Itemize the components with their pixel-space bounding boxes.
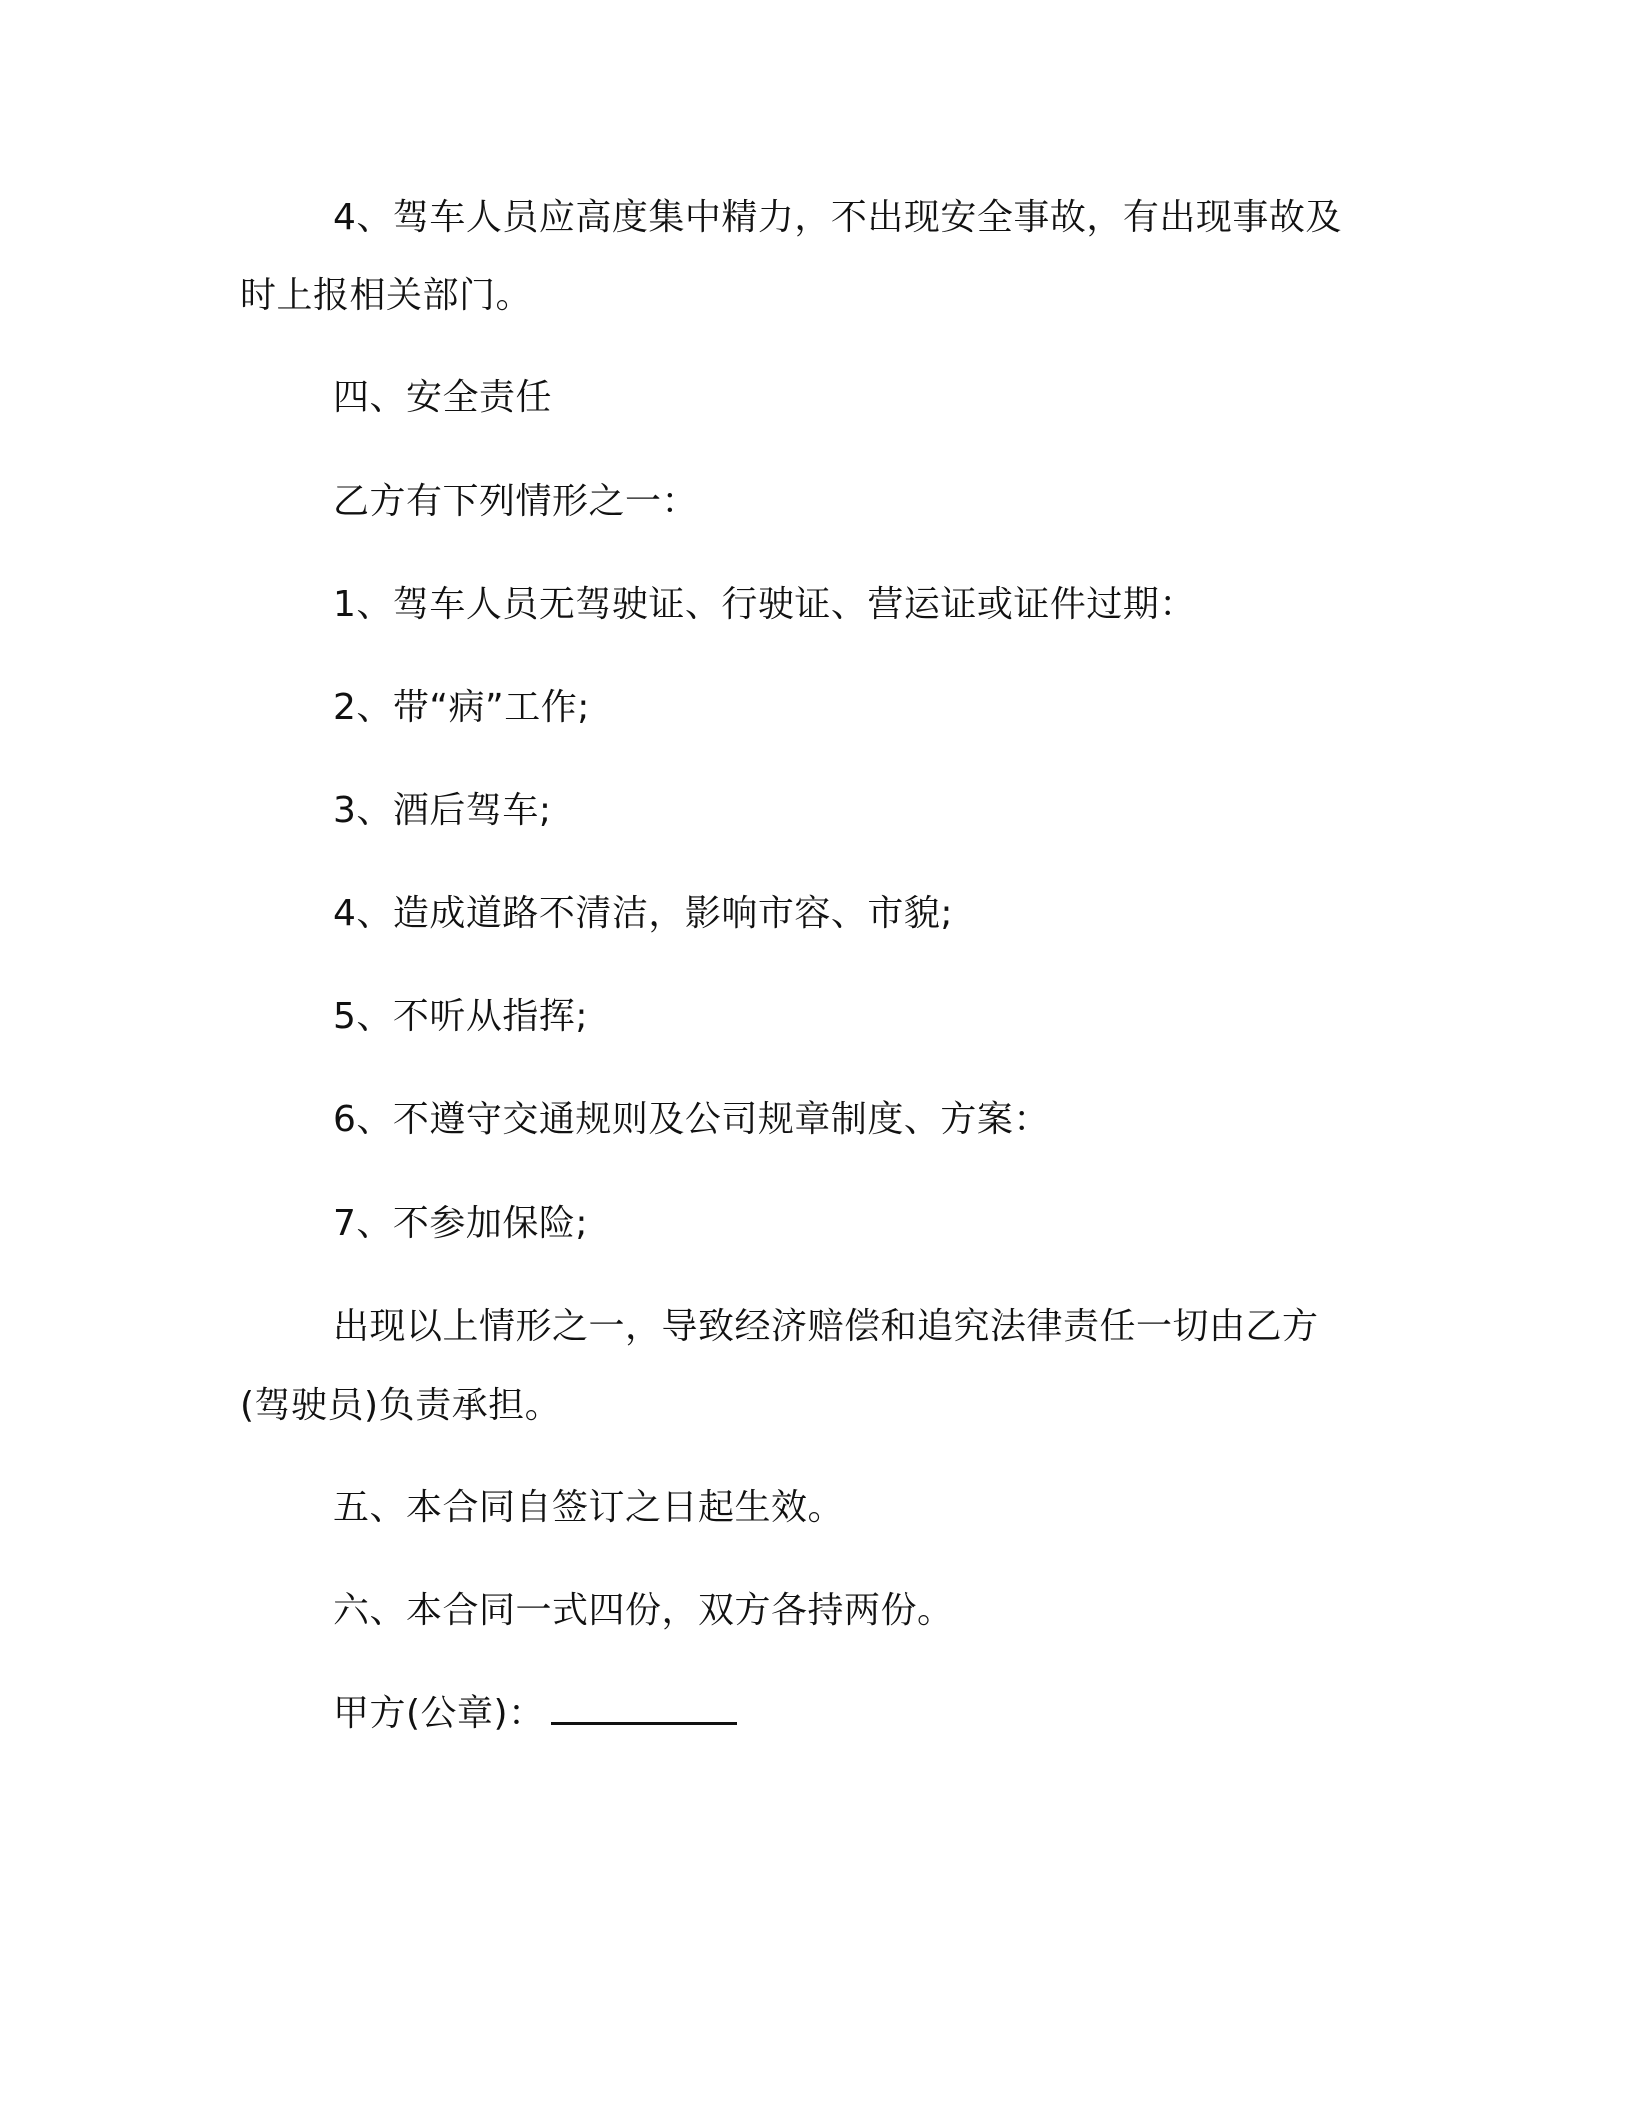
list-item: 3、酒后驾车; [333,790,552,831]
section-heading: 四、安全责任 [333,377,553,418]
signature-line [333,1692,737,1736]
list-item: 1、驾车人员无驾驶证、行驶证、营运证或证件过期： [333,584,1196,625]
section-heading: 五、本合同自签订之日起生效。 [333,1487,845,1528]
list-item: 2、带“病”工作; [333,687,590,728]
list-item: 5、不听从指挥; [333,996,589,1037]
paragraph-line: 乙方有下列情形之一： [333,481,699,522]
signature-label: 甲方(公章)： [333,1693,545,1734]
section-heading: 六、本合同一式四份，双方各持两份。 [333,1590,954,1631]
list-item: 4、造成道路不清洁，影响市容、市貌; [333,893,954,934]
paragraph-line: (驾驶员)负责承担。 [240,1385,562,1426]
paragraph-line: 时上报相关部门。 [240,275,533,316]
paragraph-line: 出现以上情形之一，导致经济赔偿和追究法律责任一切由乙方 [333,1306,1319,1347]
list-item: 6、不遵守交通规则及公司规章制度、方案： [333,1099,1050,1140]
list-item: 7、不参加保险; [333,1203,589,1244]
paragraph-line: 4、驾车人员应高度集中精力，不出现安全事故，有出现事故及 [333,197,1342,238]
signature-blank[interactable] [551,1692,737,1725]
